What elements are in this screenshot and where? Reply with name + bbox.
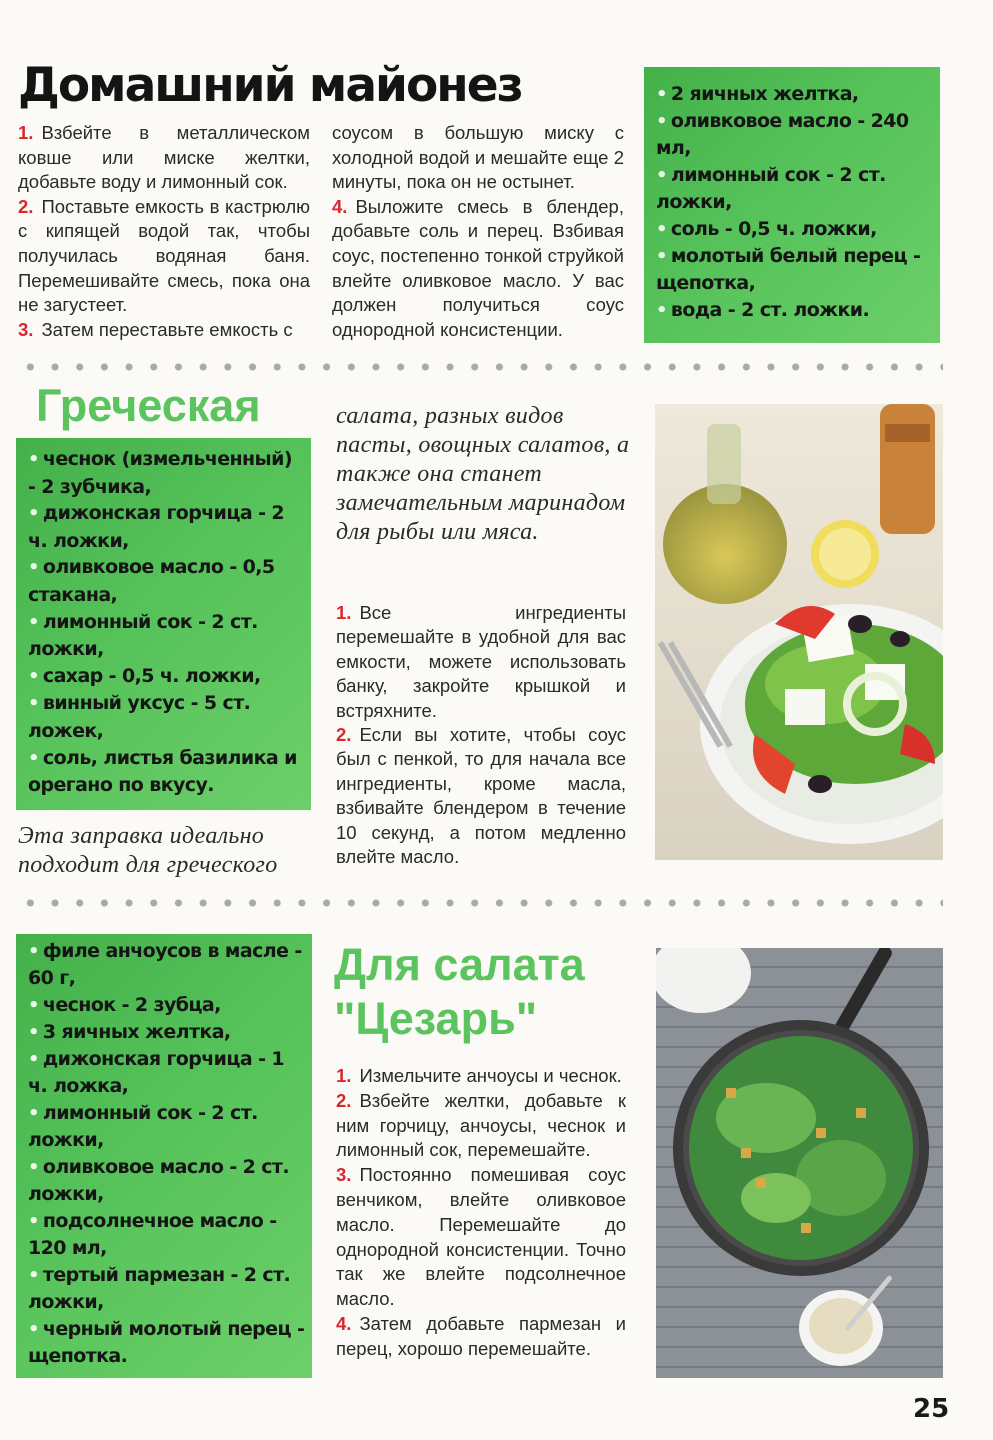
step-1 [18,121,310,195]
title-line: "Цезарь" [334,993,538,1044]
step-number: 1. [18,122,34,143]
mayonnaise-steps-col1 [18,121,310,342]
bullet-icon: • [656,84,667,105]
bullet-icon: • [656,111,667,132]
ingredient-item: • 2 яичных желтка, [656,83,859,105]
step-number: 1. [336,602,352,623]
step-text: Все ингредиенты перемешайте в удобной для вас емкости, можете использовать банку, закройте крышкой и встряхните. [336,602,626,721]
ingredient-item: • черный молотый перец - щепотка. [28,1318,305,1367]
bullet-icon: • [28,1103,39,1124]
step-4 [336,1312,626,1362]
bullet-icon: • [656,246,667,267]
step-number: 1. [336,1065,352,1086]
bullet-icon: • [656,165,667,186]
ingredient-item: • 3 яичных желтка, [28,1021,231,1043]
bullet-icon: • [28,611,39,633]
ingredient-item: • чеснок (измельченный) - 2 зубчика, [28,448,292,498]
bullet-icon: • [28,665,39,687]
bullet-icon: • [28,995,39,1016]
ingredient-item: • лимонный сок - 2 ст. ложки, [656,164,886,213]
dotted-divider [18,362,943,372]
step-number: 2. [18,195,34,217]
step-number: 2. [336,1089,352,1111]
ingredient-item: • соль, листья базилика и орегано по вкусу. [28,746,297,797]
ingredient-item: • тертый пармезан - 2 ст. ложки, [28,1264,291,1313]
bullet-icon: • [28,1319,39,1340]
step-text: Если вы хотите, чтобы соус был с пенкой, то для начала все ингредиенты, кроме масла, взбивайте блендером в течение 10 секунд, а потом медленно влейте масло. [336,724,626,868]
step-3 [18,318,310,343]
caesar-salad-illustration [656,948,943,1378]
step-3-continued [332,121,624,195]
ingredient-item: • оливковое масло - 2 ст. ложки, [28,1156,289,1205]
step-number: 4. [336,1312,352,1334]
page-title-mayonnaise: Домашний майонез [18,58,522,113]
ingredient-item: • подсолнечное масло - 120 мл, [28,1210,277,1259]
greek-steps [336,601,626,869]
step-1 [336,601,626,723]
title-line: Для салата [334,939,585,990]
step-text: Выложите смесь в блендер, добавьте соль и перец. Взбивая соус, постепенно тонкой струйкой влейте оливковое масло. У вас должен получиться соус однородной консистенции. [332,195,624,340]
ingredient-item: • филе анчоусов в масле - 60 г, [28,940,302,989]
bullet-icon: • [28,1157,39,1178]
step-2 [336,723,626,869]
dotted-divider [18,898,943,908]
step-number: 2. [336,724,352,746]
caesar-salad-photo [656,948,943,1378]
section-title-caesar [334,938,585,1046]
page-number: 25 [913,1394,950,1424]
bullet-icon: • [28,1049,39,1070]
step-text: Взбейте желтки, добавьте к ним горчицу, анчоусы, чеснок и лимонный сок, перемешайте. [336,1089,626,1161]
ingredient-item: • оливковое масло - 240 мл, [656,110,909,159]
step-text: Поставьте емкость в кастрюлю с кипящей водой так, чтобы получилась водяная баня. Перемешивайте смесь, пока она не загустеет. [18,195,310,316]
mayonnaise-steps-col2 [332,121,624,342]
bullet-icon: • [28,557,39,579]
bullet-icon: • [28,1211,39,1232]
step-text: Измельчите анчоусы и чеснок. [359,1065,622,1086]
bullet-icon: • [656,300,667,321]
greek-ingredients-box [16,438,311,810]
step-number: 3. [336,1164,352,1186]
caesar-ingredients-box [16,934,312,1378]
ingredient-item: • лимонный сок - 2 ст. ложки, [28,1102,258,1151]
greek-salad-photo [655,404,943,860]
caesar-steps [336,1064,626,1362]
ingredient-item: • соль - 0,5 ч. ложки, [656,218,877,240]
ingredient-item: • оливковое масло - 0,5 стакана, [28,556,275,606]
step-3 [336,1163,626,1312]
bullet-icon: • [28,1265,39,1286]
section-title-greek: Греческая [36,380,261,431]
step-text: Затем переставьте емкость с [41,318,293,340]
step-text: Затем добавьте пармезан и перец, хорошо перемешайте. [336,1312,626,1359]
mayonnaise-ingredients-box [644,67,940,343]
step-number: 4. [332,195,348,217]
ingredient-item: • дижонская горчица - 1 ч. ложка, [28,1048,285,1097]
ingredient-item: • молотый белый перец - щепотка, [656,245,921,294]
bullet-icon: • [656,219,667,240]
bullet-icon: • [28,1022,39,1043]
ingredient-item: • дижонская горчица - 2 ч. ложки, [28,502,285,552]
greek-note-part1: Эта заправка идеально подходит для греческого [18,823,278,878]
ingredient-item: • винный уксус - 5 ст. ложек, [28,692,251,742]
ingredient-item: • вода - 2 ст. ложки. [656,299,870,321]
bullet-icon: • [28,503,39,525]
bullet-icon: • [28,693,39,715]
step-4 [332,195,624,343]
greek-salad-illustration [655,404,943,860]
step-2 [18,195,310,318]
step-text: Взбейте в металлическом ковше или миске желтки, добавьте воду и лимонный сок. [18,122,310,193]
bullet-icon: • [28,449,39,470]
greek-note-part2: салата, разных видов пасты, овощных салатов, а также она станет замечательным маринадом для рыбы или мяса. [336,403,630,545]
ingredient-item: • лимонный сок - 2 ст. ложки, [28,610,258,661]
bullet-icon: • [28,941,39,962]
step-text: соусом в большую миску с холодной водой и мешайте еще 2 минуты, пока он не остынет. [332,122,624,193]
ingredient-item: • чеснок - 2 зубца, [28,994,221,1016]
step-2 [336,1089,626,1163]
step-number: 3. [18,318,34,340]
ingredient-item: • сахар - 0,5 ч. ложки, [28,664,261,687]
step-1 [336,1064,626,1089]
bullet-icon: • [28,747,39,769]
step-text: Постоянно помешивая соус венчиком, влейте оливковое масло. Перемешайте до однородной консистенции. Точно так же влейте подсолнечное масло. [336,1164,626,1310]
